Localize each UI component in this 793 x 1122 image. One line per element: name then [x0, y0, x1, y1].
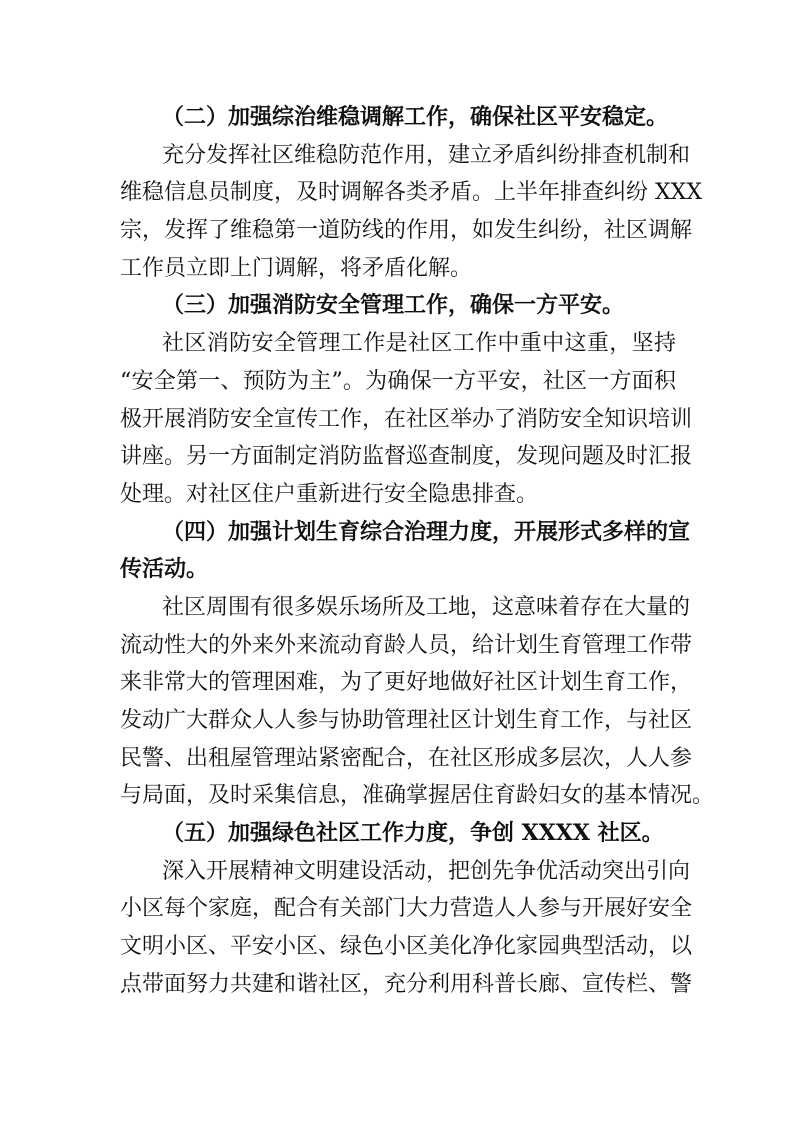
body-paragraph	[120, 589, 715, 815]
section-heading	[120, 514, 691, 589]
text-line: “安全第一、预防为主”。为确保一方平安，社区一方面积	[120, 368, 676, 394]
body-paragraph	[120, 853, 693, 1004]
text-line: （四）加强计划生育综合治理力度，开展形式多样的宣	[162, 518, 691, 545]
section-heading	[120, 287, 676, 325]
text-line: 宗，发挥了维稳第一道防线的作用，如发生纠纷，社区调解	[120, 218, 693, 244]
text-line: 社区周围有很多娱乐场所及工地，这意味着存在大量的	[162, 594, 691, 620]
text-line: 流动性大的外来外来流动育龄人员，给计划生育管理工作带	[120, 632, 693, 658]
text-line: 工作员立即上门调解，将矛盾化解。	[120, 255, 473, 281]
text-line: 讲座。另一方面制定消防监督巡查制度，发现问题及时汇报	[120, 444, 693, 470]
text-line: 极开展消防安全宣传工作，在社区举办了消防安全知识培训	[120, 406, 693, 432]
text-line: 发动广大群众人人参与协助管理社区计划生育工作，与社区	[120, 708, 693, 733]
document-page	[120, 99, 715, 1004]
text-line: 社区消防安全管理工作是社区工作中重中这重，坚持	[162, 331, 676, 357]
text-line: 点带面努力共建和谐社区，充分利用科普长廊、宣传栏、警	[120, 971, 693, 997]
text-line: 与局面，及时采集信息，准确掌握居住育龄妇女的基本情况。	[120, 783, 715, 809]
section-heading	[120, 99, 676, 137]
text-line: 小区每个家庭，配合有关部门大力营造人人参与开展好安全	[120, 896, 693, 922]
text-line: 充分发挥社区维稳防范作用，建立矛盾纠纷排查机制和	[162, 142, 691, 168]
text-line: （二）加强综治维稳调解工作，确保社区平安稳定。	[162, 104, 669, 130]
text-line: （五）加强绿色社区工作力度，争创 XXXX 社区。	[162, 820, 664, 847]
text-line: 文明小区、平安小区、绿色小区美化净化家园典型活动，以	[120, 934, 693, 960]
text-line: 民警、出租屋管理站紧密配合，在社区形成多层次，人人参	[120, 745, 693, 771]
text-line: 处理。对社区住户重新进行安全隐患排查。	[120, 481, 539, 507]
text-line: 传活动。	[120, 556, 209, 583]
section-heading	[120, 815, 676, 853]
text-line: 维稳信息员制度，及时调解各类矛盾。上半年排查纠纷 XXX	[120, 180, 702, 206]
body-paragraph	[120, 325, 693, 513]
text-line: 来非常大的管理困难，为了更好地做好社区计划生育工作，	[120, 670, 693, 696]
text-line: 深入开展精神文明建设活动，把创先争优活动突出引向	[162, 858, 691, 884]
body-paragraph	[120, 137, 702, 288]
text-line: （三）加强消防安全管理工作，确保一方平安。	[162, 292, 625, 319]
